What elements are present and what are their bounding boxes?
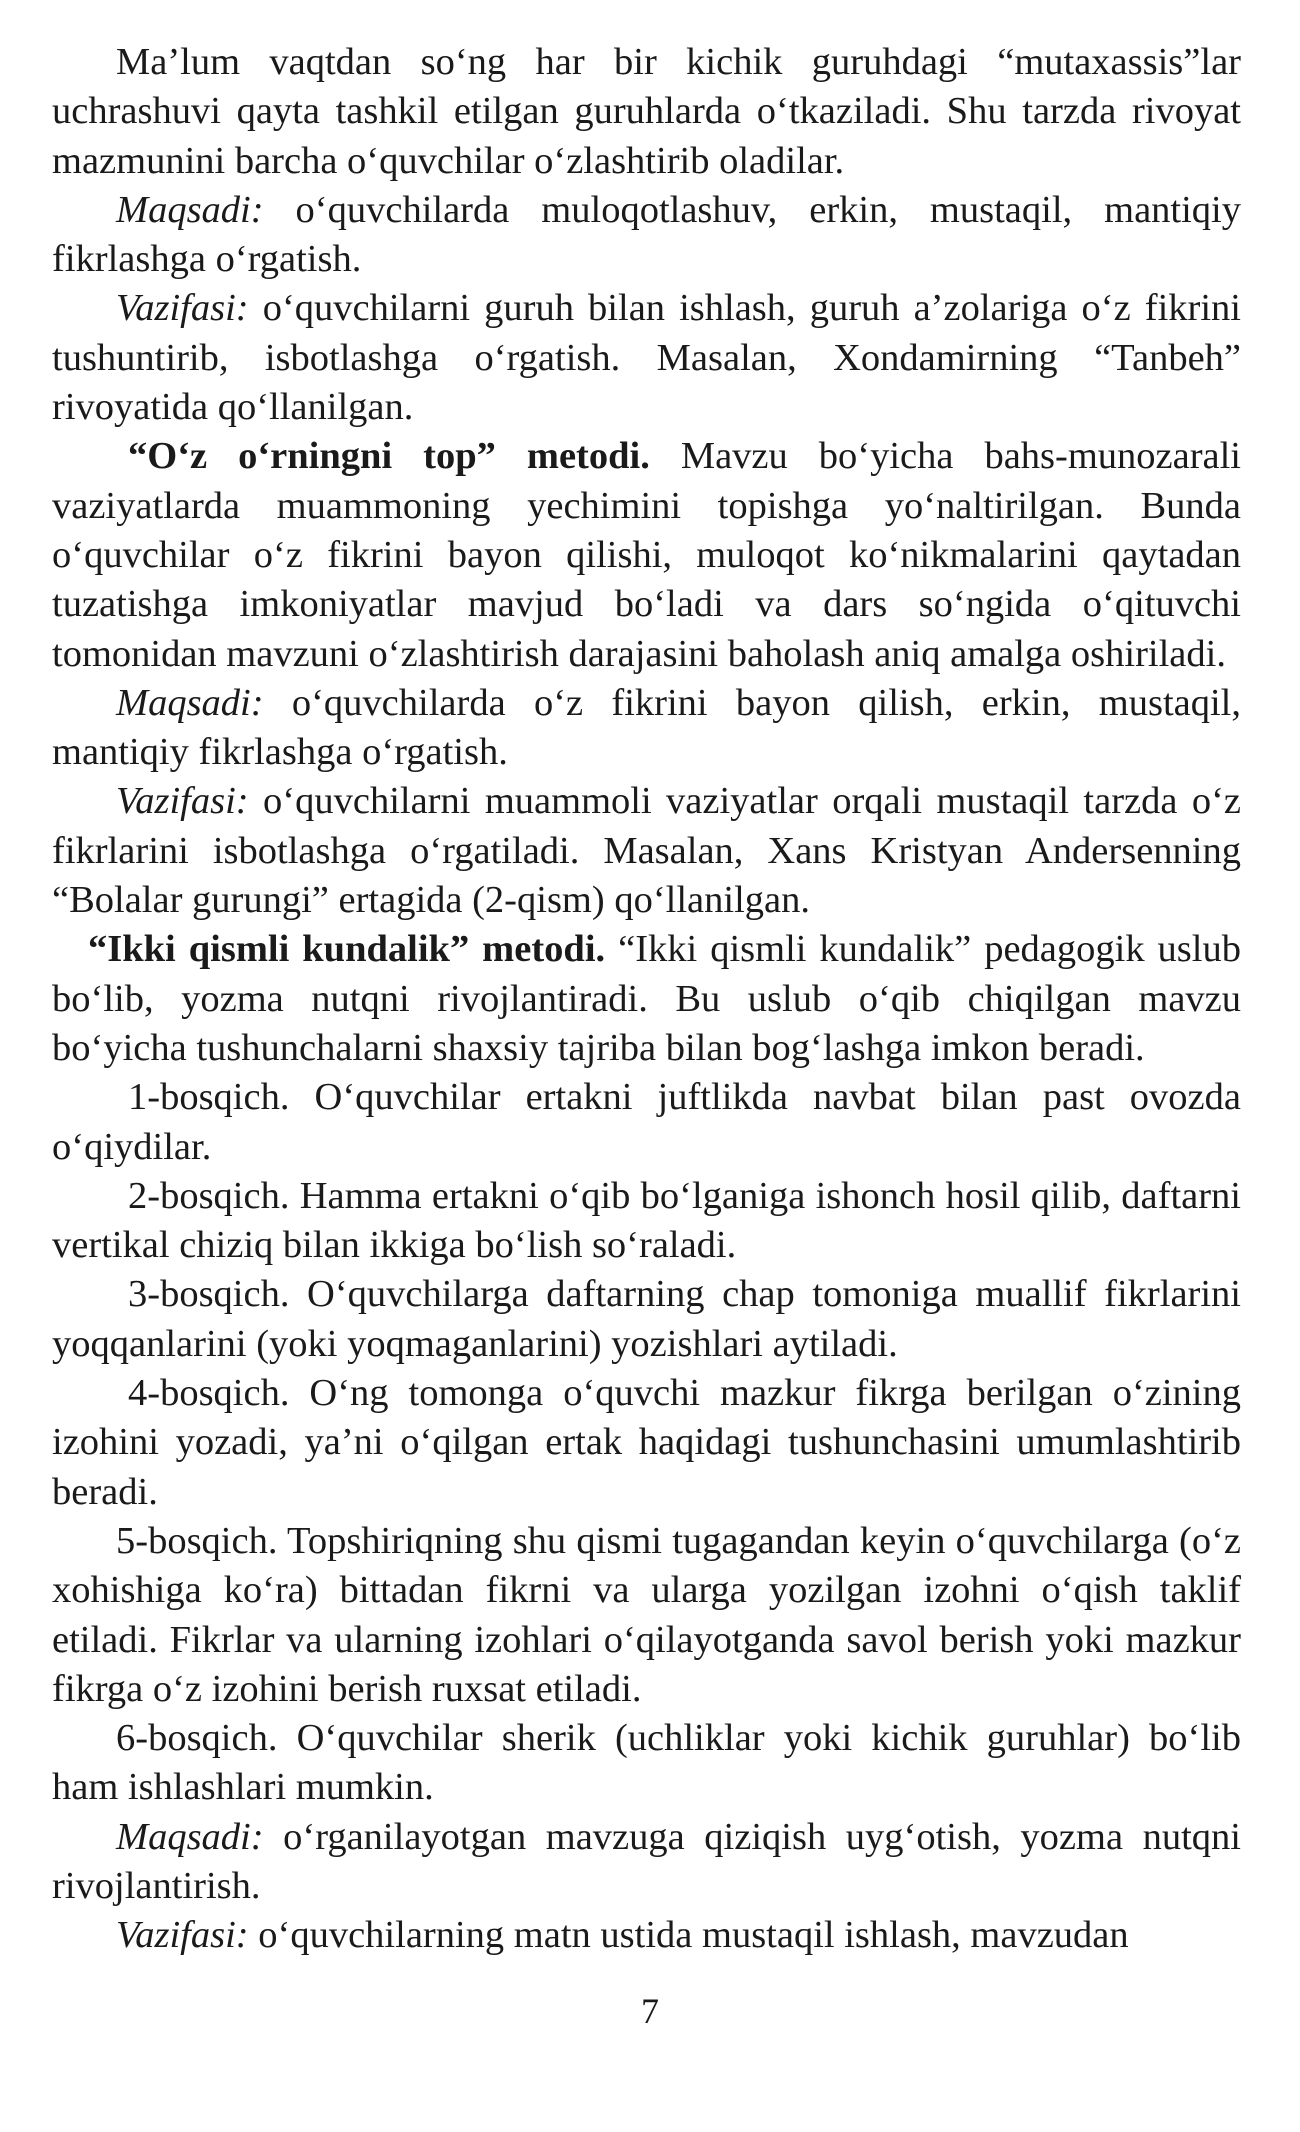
paragraph-maqsadi-3: Maqsadi: o‘rganilayotgan mavzuga qiziqish uyg‘otish, yozma nutqni rivojlantirish. xyxy=(52,1815,1241,1907)
paragraph-step-3: 3-bosqich. O‘quvchilarga daftarning chap tomoniga muallif fikrlarini yoqqanlarini (yoki yoqmaganlarini) yozishlari aytiladi. xyxy=(52,1273,1241,1365)
paragraph-step-2: 2-bosqich. Hamma ertakni o‘qib bo‘lganiga ishonch hosil qilib, daftarni vertikal chiziq bilan ikkiga bo‘lish so‘raladi. xyxy=(52,1174,1241,1267)
paragraph-vazifasi-1: Vazifasi: o‘quvchilarni guruh bilan ishlash, guruh a’zolariga o‘z fikrini tushuntirib, isbotlashga o‘rgatish. Masalan, Xondamirning “Tanbeh” rivoyatida qo‘llanilgan. xyxy=(52,287,1241,429)
page-number: 7 xyxy=(641,1991,659,2031)
paragraph-maqsadi-1: Maqsadi: o‘quvchilarda muloqotlashuv, erkin, mustaqil, mantiqiy fikrlashga o‘rgatish. xyxy=(52,188,1241,281)
paragraph-step-5: 5-bosqich. Topshiriqning shu qismi tugagandan keyin o‘quvchilarga (o‘z xohishiga ko‘ra) bittadan fikrni va ularga yozilgan izohni o‘qish taklif etiladi. Fikrlar va ularning izohlari o‘qilayotganda savol berish yoki mazkur fikrga o‘z izohini berish ruxsat etiladi. xyxy=(52,1519,1241,1710)
paragraph-maqsadi-2: Maqsadi: o‘quvchilarda o‘z fikrini bayon qilish, erkin, mustaqil, mantiqiy fikrlashga o‘rgatish. xyxy=(52,681,1241,774)
vazifasi-label: Vazifasi: xyxy=(116,287,249,330)
paragraph-vazifasi-3: Vazifasi: o‘quvchilarning matn ustida mustaqil ishlash, mavzudan xyxy=(116,1914,1129,1957)
paragraph-intro: Ma’lum vaqtdan so‘ng har bir kichik guruhdagi “mutaxassis”lar uchrashuvi qayta tashkil etilgan guruhlarda o‘tkaziladi. Shu tarzda rivoyat mazmunini barcha o‘quvchilar o‘zlashtirib oladilar. xyxy=(52,41,1241,182)
maqsadi-label: Maqsadi: xyxy=(116,681,264,724)
paragraph-step-6: 6-bosqich. O‘quvchilar sherik (uchliklar yoki kichik guruhlar) bo‘lib ham ishlashlari mumkin. xyxy=(52,1717,1241,1809)
page-body xyxy=(52,38,1241,1961)
paragraph-step-1: 1-bosqich. O‘quvchilar ertakni juftlikda navbat bilan past ovozda o‘qiydilar. xyxy=(52,1076,1241,1168)
method-heading: “Ikki qismli kundalik” metodi. xyxy=(88,928,606,971)
paragraph-step-4: 4-bosqich. O‘ng tomonga o‘quvchi mazkur fikrga berilgan o‘zining izohini yozadi, ya’ni o‘qilgan ertak haqidagi tushunchasini umumlashtirib beradi. xyxy=(52,1372,1241,1513)
vazifasi-label: Vazifasi: xyxy=(116,1914,249,1957)
method-heading: “O‘z o‘rningni top” metodi. xyxy=(128,435,650,478)
maqsadi-label: Maqsadi: xyxy=(116,188,264,231)
paragraph-method-ikki-qismli-kundalik: “Ikki qismli kundalik” metodi. “Ikki qismli kundalik” pedagogik uslub bo‘lib, yozma nutqni rivojlantiradi. Bu uslub o‘qib chiqilgan mavzu bo‘yicha tushunchalarni shaxsiy tajriba bilan bog‘lashga imkon beradi. xyxy=(52,928,1241,1069)
paragraph-method-oz-orningni-top: “O‘z o‘rningni top” metodi. Mavzu bo‘yicha bahs-munozarali vaziyatlarda muammoning yechimini topishga yo‘naltirilgan. Bunda o‘quvchilar o‘z fikrini bayon qilishi, muloqot ko‘nikmalarini qaytadan tuzatishga imkoniyatlar mavjud bo‘ladi va dars so‘ngida o‘qituvchi tomonidan mavzuni o‘zlashtirish darajasini baholash aniq amalga oshiriladi. xyxy=(52,435,1242,675)
vazifasi-label: Vazifasi: xyxy=(116,780,249,823)
maqsadi-label: Maqsadi: xyxy=(116,1815,264,1858)
paragraph-vazifasi-2: Vazifasi: o‘quvchilarni muammoli vaziyatlar orqali mustaqil tarzda o‘z fikrlarini isbotlashga o‘rgatiladi. Masalan, Xans Kristyan Andersenning “Bolalar gurungi” ertagida (2-qism) qo‘llanilgan. xyxy=(52,780,1241,922)
